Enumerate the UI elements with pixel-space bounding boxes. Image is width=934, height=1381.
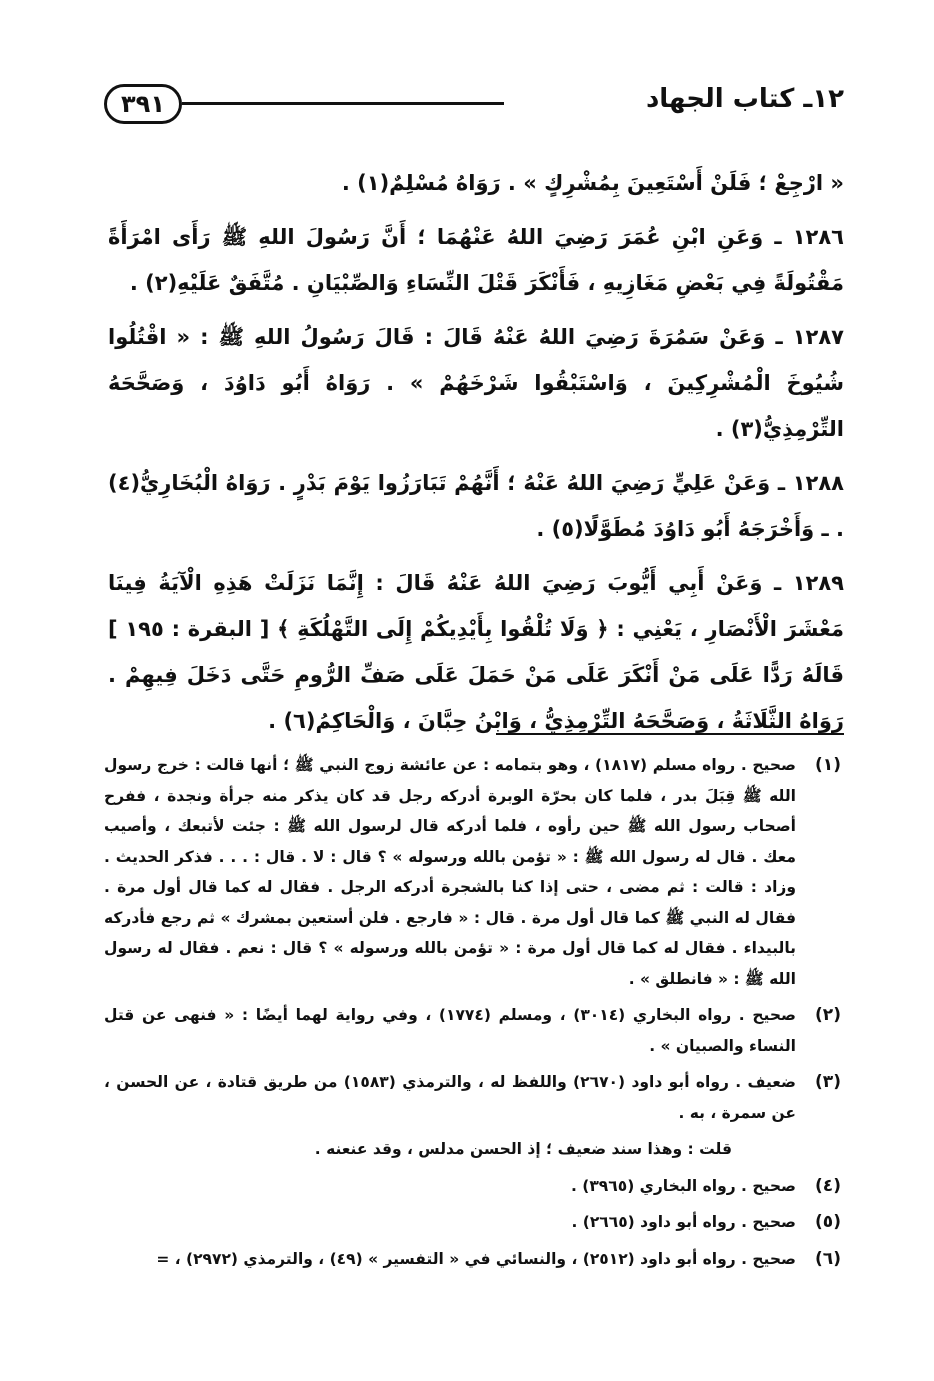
chapter-title: ١٢ـ كتاب الجهاد: [645, 84, 844, 114]
footnote-4: [104, 1171, 848, 1202]
footnote-6: [104, 1244, 848, 1275]
footnote-text: صحيح . رواه أبو داود (٢٦٦٥) .: [571, 1213, 796, 1231]
footnote-3-comment: قلت : وهذا سند ضعيف ؛ إذ الحسن مدلس ، وقد عنعنه .: [314, 1140, 732, 1158]
footnote-number: (٣): [815, 1072, 841, 1092]
paragraph-1285-end: « ارْجِعْ ؛ فَلَنْ أَسْتَعِينَ بِمُشْرِكٍ » . رَوَاهُ مُسْلِمٌ(١) .: [341, 171, 844, 195]
footnote-3: [104, 1067, 848, 1128]
main-text: [108, 160, 844, 752]
footnote-text: صحيح . رواه البخاري (٣٩٦٥) .: [570, 1176, 796, 1195]
footnote-text: صحيح . رواه أبو داود (٢٥١٢) ، والنسائي في « التفسير » (٤٩) ، والترمذي (٢٩٧٢) ، =: [156, 1249, 796, 1268]
footnote-2: [104, 1000, 848, 1061]
hadith-1287: ١٢٨٧ ـ وَعَنْ سَمُرَةَ رَضِيَ اللهُ عَنْهُ قَالَ : قَالَ رَسُولُ اللهِ ﷺ : « اقْتُلُوا شُيُوخَ الْمُشْرِكِينَ ، وَاسْتَبْقُوا شَرْخَهُمْ » . رَوَاهُ أَبُو دَاوُدَ ، وَصَحَّحَهُ التِّرْمِذِيُّ(٣) .: [108, 325, 844, 441]
header-rule: [182, 102, 504, 105]
footnote-text: ضعيف . رواه أبو داود (٢٦٧٠) واللفظ له ، والترمذي (١٥٨٣) من طريق قتادة ، عن الحسن ، عن سمرة ، به .: [104, 1073, 796, 1122]
footnote-number: (٢): [815, 1005, 841, 1025]
page-number-badge: ٣٩١: [104, 84, 182, 124]
footnote-number: (٦): [815, 1248, 841, 1269]
footnote-number: (٥): [815, 1212, 841, 1232]
running-header: [104, 84, 844, 130]
hadith-1289: ١٢٨٩ ـ وَعَنْ أَبِي أَيُّوبَ رَضِيَ اللهُ عَنْهُ قَالَ : إِنَّمَا نَزَلَتْ هَذِهِ الْآيَةُ فِينَا مَعْشَرَ الْأَنْصَارِ ، يَعْنِي : ﴿ وَلَا تُلْقُوا بِأَيْدِيكُمْ إِلَى التَّهْلُكَةِ ﴾ [ البقرة : ١٩٥ ] قَالَهُ رَدًّا عَلَى مَنْ أَنْكَرَ عَلَى مَنْ حَمَلَ عَلَى صَفِّ الرُّومِ حَتَّى دَخَلَ فِيهِمْ . رَوَاهُ الثَّلَاثَةُ ، وَصَحَّحَهُ التِّرْمِذِيُّ ، وَابْنُ حِبَّانَ ، وَالْحَاكِمُ(٦) .: [108, 571, 844, 733]
footnote-number: (٤): [815, 1175, 841, 1196]
footnote-1: [104, 750, 848, 994]
hadith-1286: ١٢٨٦ ـ وَعَنِ ابْنِ عُمَرَ رَضِيَ اللهُ عَنْهُمَا ؛ أَنَّ رَسُولَ اللهِ ﷺ رَأَى امْرَأَةً مَقْتُولَةً فِي بَعْضِ مَغَازِيهِ ، فَأَنْكَرَ قَتْلَ النِّسَاءِ وَالصِّبْيَانِ . مُتَّفَقٌ عَلَيْهِ(٢) .: [108, 225, 844, 295]
footnote-text: صحيح . رواه مسلم (١٨١٧) ، وهو بتمامه : عن عائشة زوج النبي ﷺ ؛ أنها قالت : خرج رسول الله ﷺ قِبَلَ بدر ، فلما كان بحرّة الوبرة أدركه رجل قد كان يذكر منه جرأة ونجدة ، ففرح أصحاب رسول الله ﷺ حين رأوه ، فلما أدركه قال لرسول الله ﷺ : جئت لأتبعك ، وأصيب معك . قال له رسول الله ﷺ : « تؤمن بالله ورسوله » ؟ قال : لا . قال : . . . فذكر الحديث . وزاد : قالت : ثم مضى ، حتى إذا كنا بالشجرة أدركه الرجل . فقال له كما قال أول مرة . فقال له النبي ﷺ كما قال أول مرة . قال : « فارجع . فلن أستعين بمشرك » ثم رجع فأدركه بالبيداء . فقال له كما قال أول مرة : « تؤمن بالله ورسوله » ؟ قال : نعم . فقال له رسول الله ﷺ : « فانطلق » .: [104, 756, 797, 988]
footnotes: [104, 750, 848, 1280]
hadith-1288: ١٢٨٨ ـ وَعَنْ عَلِيٍّ رَضِيَ اللهُ عَنْهُ ؛ أَنَّهُمْ تَبَارَزُوا يَوْمَ بَدْرٍ . رَوَاهُ الْبُخَارِيُّ(٤) . ـ وَأَخْرَجَهُ أَبُو دَاوُدَ مُطَوَّلًا(٥) .: [108, 471, 844, 541]
footnote-text: صحيح . رواه البخاري (٣٠١٤) ، ومسلم (١٧٧٤) ، وفي رواية لهما أيضًا : « فنهى عن قتل النساء والصبيان » .: [104, 1006, 796, 1055]
footnote-separator: [496, 733, 844, 735]
footnote-5: [104, 1207, 848, 1238]
footnote-number: (١): [815, 755, 841, 775]
